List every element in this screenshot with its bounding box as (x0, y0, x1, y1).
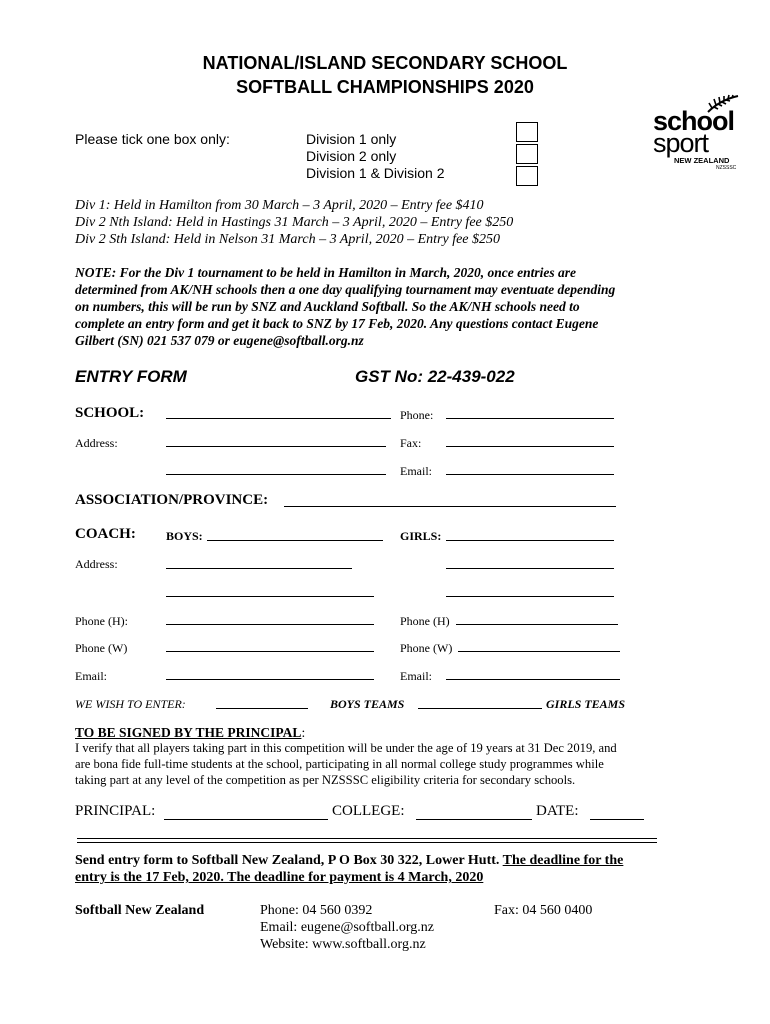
principal-heading (75, 725, 305, 741)
girls-phone-work-label: Phone (W) (400, 641, 453, 655)
division-2-label: Division 2 only (306, 148, 397, 164)
entry-form-heading: ENTRY FORM (75, 367, 187, 386)
division-both-checkbox[interactable] (516, 166, 538, 186)
girls-teams-field[interactable] (418, 708, 542, 709)
school-field[interactable] (166, 418, 391, 419)
section-divider (77, 838, 657, 843)
contact-phone: Phone: 04 560 0392 (260, 903, 373, 918)
contact-email: Email: eugene@softball.org.nz (260, 920, 434, 935)
division-1-label: Division 1 only (306, 131, 397, 147)
association-field[interactable] (284, 506, 616, 507)
phone-field[interactable] (446, 418, 614, 419)
deadline-text-1: The deadline for the (502, 853, 624, 868)
address-field-2[interactable] (166, 474, 386, 475)
boys-coach-address-field-2[interactable] (166, 596, 374, 597)
girls-coach-address-field-2[interactable] (446, 596, 614, 597)
logo-new-zealand-text: NEW ZEALAND (674, 156, 730, 165)
boys-phone-home-field[interactable] (166, 624, 374, 625)
note-line: Gilbert (SN) 021 537 079 or eugene@softball.org.nz (75, 333, 364, 348)
division-both-label: Division 1 & Division 2 (306, 165, 445, 181)
boys-coach-address-field-1[interactable] (166, 568, 352, 569)
girls-phone-work-field[interactable] (458, 651, 620, 652)
declaration-line: taking part at any level of the competition as per NZSSSC eligibility criteria for secondary schools. (75, 773, 576, 787)
org-name: Softball New Zealand (75, 903, 205, 918)
division-1-checkbox[interactable] (516, 122, 538, 142)
venue-line: Div 2 Sth Island: Held in Nelson 31 March – 3 April, 2020 – Entry fee $250 (75, 232, 501, 247)
principal-label: PRINCIPAL: (75, 803, 156, 819)
send-instructions-line1 (75, 853, 623, 869)
logo-sport-text: sport (653, 128, 709, 158)
page-title-line1: NATIONAL/ISLAND SECONDARY SCHOOL (202, 53, 568, 73)
declaration-line: are bona fide full-time students at the school, participating in all normal college study programmes while (75, 757, 604, 771)
deadline-text-2: entry is the 17 Feb, 2020. The deadline for payment is 4 March, 2020 (75, 870, 484, 885)
note-line: NOTE: For the Div 1 tournament to be held in Hamilton in March, 2020, once entries are (75, 265, 577, 280)
boys-coach-field[interactable] (207, 540, 383, 541)
send-address-text: Send entry form to Softball New Zealand, P O Box 30 322, Lower Hutt. (75, 853, 500, 868)
declaration-line: I verify that all players taking part in this competition will be under the age of 19 years at 31 Dec 2019, and (75, 741, 617, 755)
logo-nzsssc-text: NZSSSC (716, 165, 737, 171)
principal-heading-text: TO BE SIGNED BY THE PRINCIPAL (75, 725, 302, 740)
school-sport-logo (650, 94, 742, 174)
contact-website: Website: www.softball.org.nz (260, 937, 426, 952)
girls-coach-address-field-1[interactable] (446, 568, 614, 569)
girls-phone-home-label: Phone (H) (400, 614, 450, 628)
boys-coach-label: BOYS: (166, 529, 203, 543)
fax-field[interactable] (446, 446, 614, 447)
girls-email-label: Email: (400, 669, 432, 683)
note-line: complete an entry form and get it back to SNZ by 17 Feb, 2020. Any questions contact Eugene (75, 316, 599, 331)
boys-phone-work-field[interactable] (166, 651, 374, 652)
fax-label: Fax: (400, 436, 422, 450)
wish-to-enter-label: WE WISH TO ENTER: (75, 697, 186, 711)
association-label: ASSOCIATION/PROVINCE: (75, 492, 269, 508)
phone-work-label: Phone (W) (75, 641, 128, 655)
note-line: on numbers, this will be run by SNZ and Auckland Softball. So the AK/NH schools need to (75, 299, 580, 314)
logo-school-text: school (653, 106, 735, 136)
division-2-checkbox[interactable] (516, 144, 538, 164)
boys-teams-field[interactable] (216, 708, 308, 709)
boys-email-field[interactable] (166, 679, 374, 680)
venue-line: Div 2 Nth Island: Held in Hastings 31 March – 3 April, 2020 – Entry fee $250 (75, 215, 514, 230)
email-field[interactable] (446, 474, 614, 475)
girls-coach-label: GIRLS: (400, 529, 442, 543)
coach-address-label: Address: (75, 557, 118, 571)
school-label: SCHOOL: (75, 405, 145, 421)
contact-fax: Fax: 04 560 0400 (494, 903, 593, 918)
email-label: Email: (400, 464, 432, 478)
date-label: DATE: (536, 803, 579, 819)
phone-home-label: Phone (H): (75, 614, 128, 628)
address-label: Address: (75, 436, 118, 450)
division-prompt: Please tick one box only: (75, 131, 230, 147)
venue-line: Div 1: Held in Hamilton from 30 March – 3 April, 2020 – Entry fee $410 (75, 198, 484, 213)
girls-teams-label: GIRLS TEAMS (546, 697, 626, 711)
girls-phone-home-field[interactable] (456, 624, 618, 625)
phone-label: Phone: (400, 408, 434, 422)
college-label: COLLEGE: (332, 803, 405, 819)
boys-teams-label: BOYS TEAMS (330, 697, 405, 711)
principal-heading-colon: : (301, 725, 306, 740)
girls-coach-field[interactable] (446, 540, 614, 541)
gst-number: GST No: 22-439-022 (355, 367, 515, 386)
note-line: determined from AK/NH schools then a one day qualifying tournament may eventuate depending (75, 282, 616, 297)
address-field-1[interactable] (166, 446, 386, 447)
coach-label: COACH: (75, 526, 136, 542)
girls-email-field[interactable] (446, 679, 620, 680)
principal-field[interactable] (164, 819, 328, 820)
college-field[interactable] (416, 819, 532, 820)
date-field[interactable] (590, 819, 644, 820)
page-title-line2: SOFTBALL CHAMPIONSHIPS 2020 (236, 77, 534, 97)
coach-email-label: Email: (75, 669, 107, 683)
